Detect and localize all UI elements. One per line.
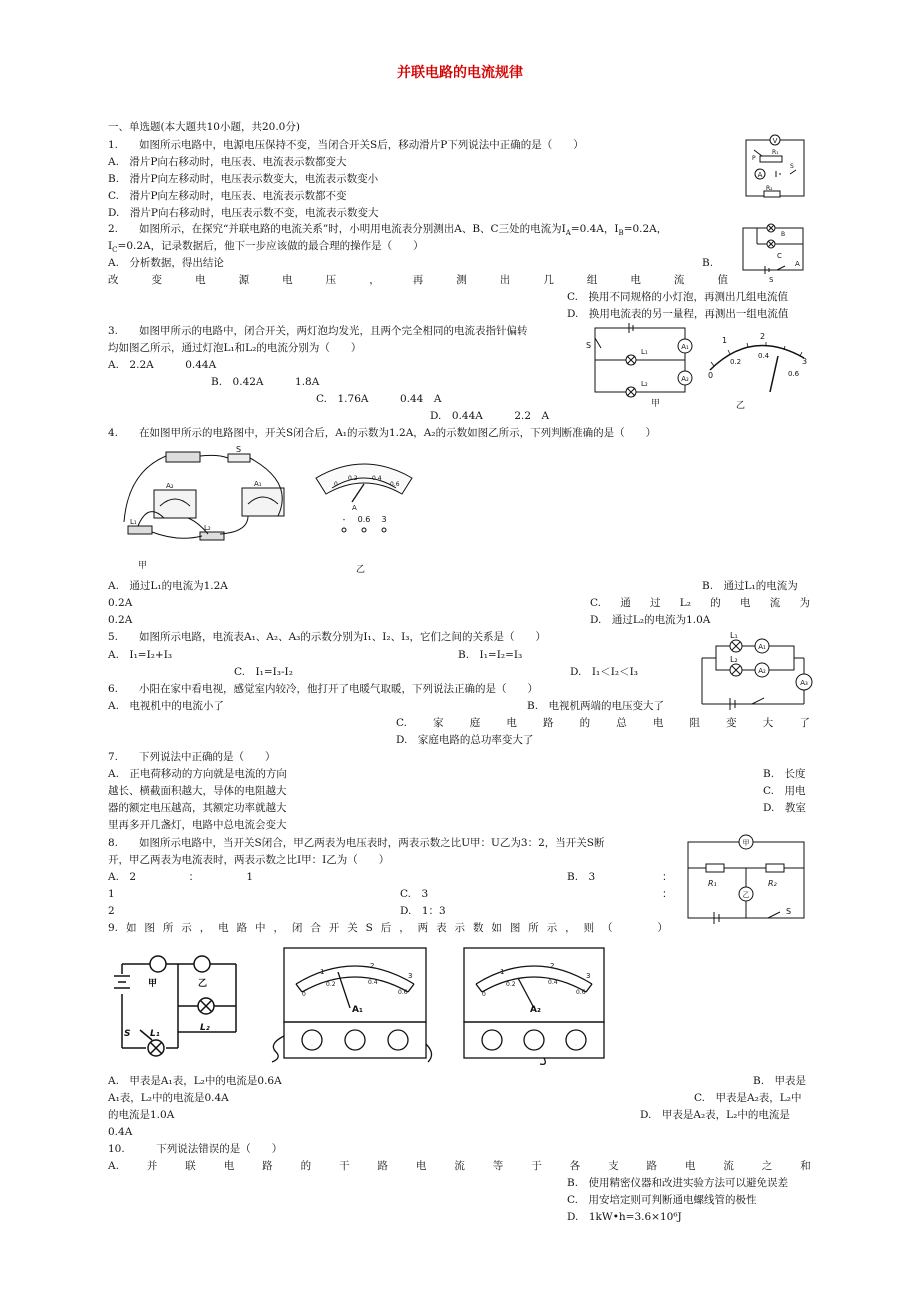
q8-option-b: B. 3	[567, 871, 596, 883]
point-c-label: C	[777, 252, 782, 260]
a2-label: A₂	[681, 375, 689, 383]
q9-option-c: C. 甲表是A₂表，L₂中	[694, 1092, 802, 1104]
l1-label: L₁	[130, 518, 137, 526]
q9-option-d: D. 甲表是A₂表，L₂中的电流是	[640, 1109, 790, 1121]
yi-meter-label: 乙	[198, 979, 208, 989]
m2-label: A₂	[530, 1005, 541, 1015]
voltmeter-label: V	[772, 137, 778, 145]
m1-scale-0: 0	[302, 991, 306, 998]
l1-label: L₁	[641, 348, 648, 356]
q1-stem: 1. 如图所示电路中，电源电压保持不变，当闭合开关S后，移动滑片P下列说法中正确的是（ ）	[108, 139, 584, 151]
q2-option-c: C. 换用不同规格的小灯泡，再测出几组电流值	[567, 291, 788, 303]
a2-label: A₂	[758, 667, 766, 675]
scale-04: 0.4	[372, 475, 382, 482]
a3-label: A₃	[800, 679, 808, 687]
r1-label: R₁	[772, 149, 779, 156]
r2-label: R₂	[766, 185, 773, 192]
q4-stem: 4. 在如图甲所示的电路图中，开关S闭合后，A₁的示数为1.2A，A₂的示数如图乙所示，下列判断准确的是（ ）	[108, 427, 657, 439]
q5-option-a: A. I₁=I₂+I₃	[108, 649, 173, 661]
l2-label: L₂	[730, 655, 738, 664]
q3-option-b: B. 0.42A 1.8A	[211, 376, 320, 388]
q4-circuit-figure	[108, 442, 298, 572]
q8-option-a: A. 2 ： 1	[108, 871, 254, 883]
q8-option-b-cont: 1	[108, 888, 115, 900]
q6-option-c: C. 家 庭 电 路 的 总 电 阻 变 大 了	[396, 717, 810, 729]
q1-option-b: B. 滑片P向左移动时，电压表示数变大，电流表示数变小	[108, 173, 379, 185]
q8-option-d: D. 1：3	[400, 905, 446, 917]
m1-scale-top-3: 3	[408, 972, 413, 980]
m2-scale-0: 0	[482, 991, 486, 998]
m2-scale-top-3: 3	[586, 972, 591, 980]
q1-option-a: A. 滑片P向右移动时，电压表、电流表示数都变大	[108, 156, 347, 168]
yi-meter-label: 乙	[742, 891, 750, 899]
l2-label: L₂	[204, 524, 211, 532]
q3-stem-line2: 均如图乙所示，通过灯泡L₁和L₂的电流分别为（ ）	[108, 342, 362, 354]
q9-option-b: B. 甲表是	[753, 1075, 807, 1087]
m2-scale-04: 0.4	[548, 979, 558, 986]
yi-label: 乙	[356, 565, 366, 575]
q5-option-d: D. I₁＜I₂＜I₃	[570, 666, 638, 678]
l1-label: L₁	[150, 1029, 160, 1039]
switch-label: S	[124, 1029, 131, 1039]
m1-scale-04: 0.4	[368, 979, 378, 986]
q3-option-c: C. 1.76A 0.44 A	[316, 393, 442, 405]
q6-stem: 6. 小阳在家中看电视，感觉室内较冷，他打开了电暖气取暖，下列说法正确的是（ ）	[108, 683, 539, 695]
q10-option-d: D. 1kW•h=3.6×10⁶J	[567, 1211, 682, 1223]
q7-option-a: A. 正电荷移动的方向就是电流的方向	[108, 768, 287, 780]
q1-option-d: D. 滑片P向右移动时，电压表示数不变，电流表示数变大	[108, 207, 379, 219]
a2-label: A₂	[166, 482, 174, 490]
q8-option-c: C. 3	[400, 888, 429, 900]
q3-meter-figure	[700, 330, 810, 410]
q8-stem-line2: 开，甲乙两表为电流表时，两表示数之比I甲：I乙为（ ）	[108, 854, 390, 866]
point-a-label: A	[795, 260, 800, 268]
l2-label: L₂	[641, 380, 648, 388]
q5-circuit-figure	[694, 628, 816, 710]
term-3: 3	[381, 515, 387, 524]
q6-option-d: D. 家庭电路的总功率变大了	[396, 734, 534, 746]
q9-option-d-cont: 0.4A	[108, 1126, 133, 1138]
q6-option-b: B. 电视机两端的电压变大了	[527, 700, 665, 712]
q7-option-b: B. 长度	[763, 768, 806, 780]
a1-label: A₁	[254, 480, 262, 488]
q7-line2: 越长、横截面积越大，导体的电阻越大	[108, 785, 287, 797]
q4-option-c: C. 通 过 L₂ 的 电 流 为	[590, 597, 810, 609]
m2-scale-top-2: 2	[550, 962, 555, 970]
q7-line4: 里再多开几盏灯，电路中总电流会变大	[108, 819, 287, 831]
yi-label: 乙	[736, 401, 746, 411]
q7-stem: 7. 下列说法中正确的是（ ）	[108, 751, 276, 763]
switch-label: S	[786, 907, 792, 916]
meter-unit: A	[352, 504, 357, 512]
q9-stem: 9. 如 图 所 示 ， 电 路 中 ， 闭 合 开 关 S 后 ， 两 表 示 数 如 图 所 示 ， 则 （ ）	[108, 922, 668, 934]
point-b-label: B	[781, 231, 786, 238]
l1-label: L₁	[730, 631, 738, 640]
q4-option-c-cont: 0.2A	[108, 614, 133, 626]
scale-bottom-2: 0.4	[758, 352, 770, 360]
r1-label: R₁	[708, 879, 717, 888]
m2-scale-02: 0.2	[506, 981, 516, 988]
a1-label: A₁	[681, 343, 689, 351]
q2-circuit-figure	[737, 222, 809, 284]
scale-bottom-1: 0.2	[730, 358, 742, 366]
page-title: 并联电路的电流规律	[397, 65, 523, 81]
scale-06: 0.6	[390, 481, 400, 488]
m2-scale-top-1: 1	[500, 968, 505, 976]
m1-scale-top-1: 1	[320, 968, 325, 976]
jia-meter-label: 甲	[148, 979, 158, 989]
q2-option-a: A. 分析数据，得出结论	[108, 257, 224, 269]
a1-label: A₁	[758, 643, 766, 651]
switch-label: S	[769, 276, 774, 284]
scale-top-3: 3	[802, 357, 808, 366]
switch-label: S	[790, 163, 794, 170]
term-minus: -	[342, 515, 346, 524]
q8-circuit-figure	[684, 832, 810, 920]
scale-bottom-3: 0.6	[788, 370, 800, 378]
scale-0: 0	[334, 481, 338, 488]
q1-option-c: C. 滑片P向左移动时，电压表、电流表示数都不变	[108, 190, 347, 202]
m1-scale-06: 0.6	[398, 989, 408, 996]
section-heading: 一、单选题(本大题共10小题，共20.0分)	[108, 121, 300, 133]
term-06: 0.6	[357, 515, 371, 524]
q8-option-c-colon: ：	[662, 888, 673, 900]
q3-option-a: A. 2.2A 0.44A	[108, 359, 217, 371]
jia-label: 甲	[138, 561, 148, 571]
slider-label: P	[752, 155, 756, 162]
q10-option-b: B. 使用精密仪器和改进实验方法可以避免误差	[567, 1177, 789, 1189]
m1-scale-top-2: 2	[370, 962, 375, 970]
q3-circuit-figure	[585, 322, 695, 408]
q2-option-b-label: B.	[702, 257, 714, 269]
r2-label: R₂	[768, 879, 777, 888]
q2-stem-line1: 2. 如图所示，在探究“并联电路的电流关系”时，小明用电流表分别测出A、B、C三处的电流为$I_A=0.4A$，$I_B=0.2A$，	[108, 223, 668, 238]
q7-option-d: D. 教室	[763, 802, 806, 814]
l2-label: L₂	[200, 1023, 210, 1033]
scale-02: 0.2	[348, 475, 358, 482]
ammeter-label: A	[757, 171, 763, 179]
q4-option-d: D. 通过L₂的电流为1.0A	[590, 614, 711, 626]
q9-option-a: A. 甲表是A₁表，L₂中的电流是0.6A	[108, 1075, 282, 1087]
q5-stem: 5. 如图所示电路，电流表A₁、A₂、A₃的示数分别为I₁、I₂、I₃，它们之间的关系是（ ）	[108, 631, 546, 643]
q9-option-c-cont: 的电流是1.0A	[108, 1109, 175, 1121]
scale-top-2: 2	[760, 332, 766, 341]
q9-meter-a1-figure	[268, 944, 438, 1066]
q10-option-a: A. 并 联 电 路 的 干 路 电 流 等 于 各 支 路 电 流 之 和	[108, 1160, 811, 1172]
q9-circuit-figure	[110, 944, 246, 1062]
q9-option-b-cont: A₁表，L₂中的电流是0.4A	[108, 1092, 229, 1104]
q4-option-b: B. 通过L₁的电流为	[702, 580, 798, 592]
m1-label: A₁	[352, 1005, 363, 1015]
q5-option-b: B. I₁=I₂=I₃	[458, 649, 523, 661]
jia-label: 甲	[651, 399, 661, 409]
q8-option-c-cont: 2	[108, 905, 115, 917]
q8-stem-line1: 8. 如图所示电路中，当开关S闭合，甲乙两表为电压表时，两表示数之比U甲：U乙为3：2，当开关S断	[108, 837, 605, 849]
q8-option-b-colon: ：	[662, 871, 673, 883]
q2-stem-line2: $I_C=0.2A$，记录数据后，他下一步应该做的最合理的操作是（ ）	[108, 240, 424, 255]
q3-option-d: D. 0.44A 2.2 A	[430, 410, 550, 422]
q1-circuit-figure	[740, 134, 810, 204]
q10-option-c: C. 用安培定则可判断通电螺线管的极性	[567, 1194, 757, 1206]
q4-option-b-cont: 0.2A	[108, 597, 133, 609]
switch-label: S	[586, 341, 592, 350]
q7-option-c: C. 用电	[763, 785, 806, 797]
q10-stem: 10. 下列说法错误的是（ ）	[108, 1143, 283, 1155]
jia-meter-label: 甲	[742, 839, 750, 847]
q6-option-a: A. 电视机中的电流小了	[108, 700, 224, 712]
m2-scale-06: 0.6	[576, 989, 586, 996]
q4-option-a: A. 通过L₁的电流为1.2A	[108, 580, 228, 592]
q7-line3: 器的额定电压越高，其额定功率就越大	[108, 802, 287, 814]
m1-scale-02: 0.2	[326, 981, 336, 988]
q5-option-c: C. I₁=I₃-I₂	[234, 666, 293, 678]
scale-bottom-0: 0	[708, 371, 714, 380]
scale-top-1: 1	[722, 336, 728, 345]
q2-option-b: 改 变 电 源 电 压 ， 再 测 出 几 组 电 流 值	[108, 274, 728, 286]
q9-meter-a2-figure	[452, 944, 612, 1066]
q4-meter-figure	[312, 452, 416, 574]
q2-option-d: D. 换用电流表的另一量程，再测出一组电流值	[567, 308, 789, 320]
q3-stem-line1: 3. 如图甲所示的电路中，闭合开关，两灯泡均发光，且两个完全相同的电流表指针偏转	[108, 325, 528, 337]
switch-label: S	[236, 445, 242, 454]
